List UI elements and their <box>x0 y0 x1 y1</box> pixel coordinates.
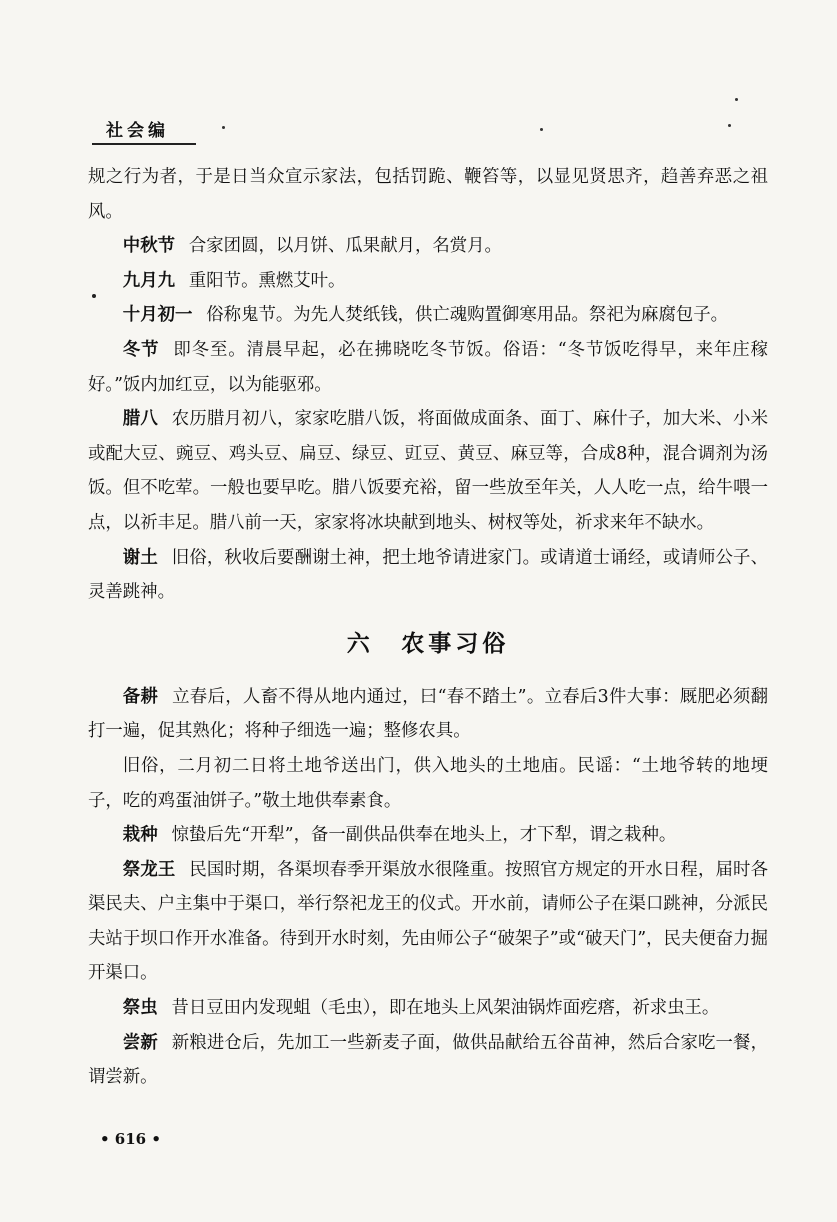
paragraph-term: 祭虫 <box>122 998 158 1019</box>
paragraph-term: 冬节 <box>122 339 160 360</box>
paragraph-text: 惊蛰后先“开犁”，备一副供品供奉在地头上，才下犁，谓之栽种。 <box>171 825 677 846</box>
paragraph-text: 即冬至。清晨早起，必在拂晓吃冬节饭。俗语：“冬节饭吃得早，来年庄稼好。”饭内加红豆，以为能驱邪。 <box>88 339 768 395</box>
paragraphs-top <box>88 160 768 610</box>
paragraph <box>88 333 768 402</box>
paragraph-text: 规之行为者，于是日当众宣示家法，包括罚跪、鞭笞等，以显见贤思齐，趋善弃恶之祖风。 <box>88 167 768 222</box>
scan-speck <box>222 126 225 129</box>
paragraph-term: 九月九 <box>122 270 175 291</box>
section-heading <box>88 618 768 670</box>
paragraph-term: 栽种 <box>122 825 158 846</box>
paragraph <box>88 818 768 853</box>
paragraphs-bottom <box>88 680 768 1095</box>
paragraph-term: 备耕 <box>122 686 159 707</box>
paragraph-text: 农历腊月初八，家家吃腊八饭，将面做成面条、面丁、麻什子，加大米、小米或配大豆、豌豆、鸡头豆、扁豆、绿豆、豇豆、黄豆、麻豆等，合成8种，混合调剂为汤饭。但不吃荤。一般也要早吃。腊八饭要充裕，留一些放至年关，人人吃一点，给牛喂一点，以祈丰足。腊八前一天，家家将冰块献到地头、树杈等处，祈求来年不缺水。 <box>88 409 768 533</box>
body-text <box>88 160 768 1095</box>
paragraph-term: 腊八 <box>122 409 158 430</box>
paragraph-text: 旧俗，二月初二日将土地爷送出门，供入地头的土地庙。民谣：“土地爷转的地埂子，吃的鸡蛋油饼子。”敬土地供奉素食。 <box>88 755 768 811</box>
scan-speck <box>735 98 738 101</box>
paragraph-term: 中秋节 <box>122 236 175 257</box>
section-title: 农事习俗 <box>401 629 510 657</box>
paragraph-text: 立春后，人畜不得从地内通过，曰“春不踏土”。立春后3件大事：厩肥必须翻打一遍，促其熟化；将种子细选一遍；整修农具。 <box>88 686 768 742</box>
paragraph-text: 昔日豆田内发现蛆（毛虫），即在地头上风架油锅炸面疙瘩，祈求虫王。 <box>171 998 720 1019</box>
scan-speck <box>540 128 543 131</box>
paragraph-text: 俗称鬼节。为先人焚纸钱，供亡魂购置御寒用品。祭祀为麻腐包子。 <box>206 305 729 326</box>
section-number: 六 <box>346 629 374 657</box>
paragraph-term: 祭龙王 <box>122 859 176 880</box>
paragraph-term: 十月初一 <box>122 305 193 326</box>
paragraph <box>88 402 768 540</box>
running-header: 社会编 <box>106 121 169 141</box>
paragraph <box>88 229 768 264</box>
paragraph <box>88 541 768 610</box>
paragraph <box>88 264 768 299</box>
paragraph <box>88 298 768 333</box>
paragraph <box>88 853 768 991</box>
paragraph <box>88 680 768 749</box>
paragraph-term: 尝新 <box>122 1032 158 1053</box>
paragraph-term: 谢土 <box>122 547 158 568</box>
paragraph-text: 民国时期，各渠坝春季开渠放水很隆重。按照官方规定的开水日程，届时各渠民夫、户主集中于渠口，举行祭祀龙王的仪式。开水前，请师公子在渠口跳神，分派民夫站于坝口作开水准备。待到开水时刻，先由师公子“破架子”或“破天门”，民夫便奋力掘开渠口。 <box>88 859 768 984</box>
paragraph <box>88 749 768 818</box>
paragraph <box>88 1026 768 1095</box>
paragraph-text: 重阳节。熏燃艾叶。 <box>188 270 346 291</box>
paragraph <box>88 160 768 229</box>
page-number: • 616 • <box>100 1130 161 1148</box>
paragraph <box>88 991 768 1026</box>
paragraph-text: 新粮进仓后，先加工一些新麦子面，做供品献给五谷苗神，然后合家吃一餐，谓尝新。 <box>88 1032 768 1088</box>
scan-speck <box>728 124 731 127</box>
header-rule <box>92 143 196 145</box>
paragraph-text: 合家团圆，以月饼、瓜果献月，名赏月。 <box>188 236 502 257</box>
paragraph-text: 旧俗，秋收后要酬谢土神，把土地爷请进家门。或请道士诵经，或请师公子、灵善跳神。 <box>88 547 768 603</box>
